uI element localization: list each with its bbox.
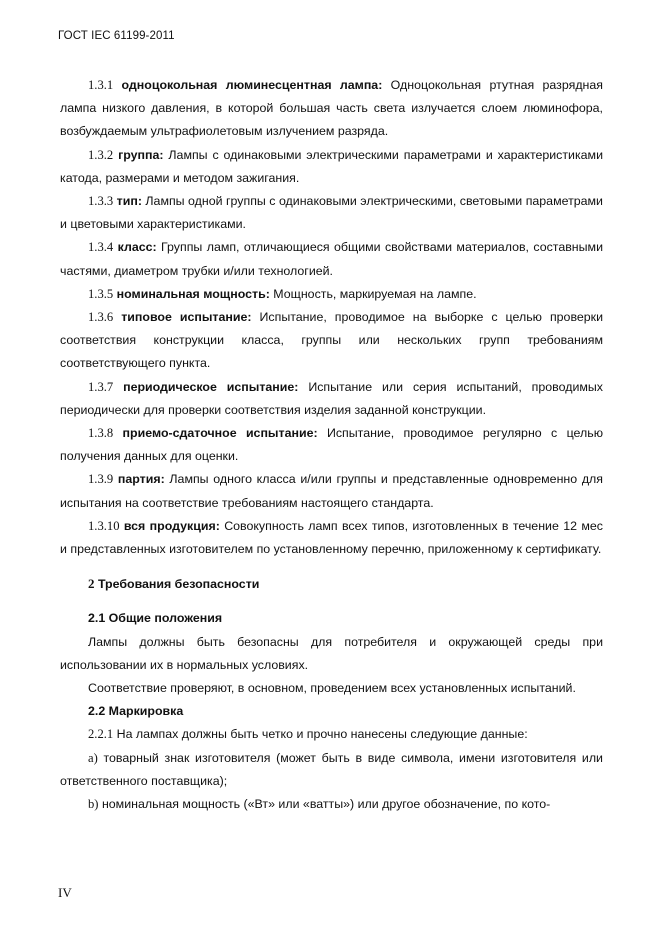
clause-number: 2.2.1 [88,727,114,742]
definition-text: Совокупность ламп всех типов, изготовленных в течение 12 мес и представленных изготовителем по установленному перечню, приложенному к сертификату. [60,518,603,557]
list-item-a [60,747,603,793]
definition-text: Одноцокольная ртутная разрядная лампа низкого давления, в которой большая часть света излучается слоем люминофора, возбуждаемым ультрафиолетовым излучением разряда. [60,78,603,139]
list-label: b) [88,797,99,812]
definition-number: 1.3.1 [88,78,114,92]
definition-item [60,515,603,561]
list-label: a) [88,750,98,765]
definition-text: Лампы одной группы с одинаковыми электрическими, световыми параметрами и цветовыми характеристиками. [60,194,603,232]
definition-number: 1.3.9 [88,472,114,487]
definition-number: 1.3.5 [88,286,114,301]
document-header: ГОСТ IEC 61199-2011 [58,30,175,42]
definition-term: партия: [117,472,165,487]
definition-term: вся продукция: [123,518,220,533]
definition-item [60,422,603,468]
definition-text: Испытание, проводимое регулярно с целью получения данных для оценки. [60,426,603,464]
definition-term: типовое испытание: [121,310,252,325]
definition-term: группа: [118,147,164,162]
definition-item [60,376,603,422]
page-content [60,74,603,816]
definition-number: 1.3.6 [88,310,114,325]
definition-number: 1.3.4 [88,240,114,255]
definition-term: тип: [116,194,142,209]
definition-text: Группы ламп, отличающиеся общими свойствами материалов, составными частями, диаметром трубки и/или технологией. [60,240,603,278]
definition-text: Мощность, маркируемая на лампе. [273,286,477,301]
list-text: номинальная мощность («Вт» или «ватты») или другое обозначение, по кото- [101,797,551,812]
definition-text: Лампы с одинаковыми электрическими параметрами и характеристиками катода, размерами и методом зажигания. [60,147,603,185]
definition-item [60,306,603,376]
definition-item [60,468,603,514]
definition-item [60,74,603,144]
definition-number: 1.3.7 [88,379,114,394]
definition-term: приемо-сдаточное испытание: [122,426,318,441]
definition-item [60,144,603,190]
section-title: Требования безопасности [97,577,260,592]
section-heading [60,572,603,596]
paragraph: Лампы должны быть безопасны для потребителя и окружающей среды при использовании их в нормальных условиях. [60,634,603,672]
definition-item [60,283,603,306]
clause-text: На лампах должны быть четко и прочно нанесены следующие данные: [116,727,528,742]
definition-number: 1.3.8 [88,426,114,441]
page-number: IV [58,885,72,900]
definition-item [60,236,603,282]
definitions-list [60,74,603,561]
definition-term: класс: [117,240,157,255]
definition-text: Испытание или серия испытаний, проводимых периодически для проверки соответствия изделия заданной конструкции. [60,379,603,417]
subsection-heading-marking: 2.2 Маркировка [88,704,184,719]
definition-item [60,190,603,236]
definition-number: 1.3.10 [88,518,120,533]
list-text: товарный знак изготовителя (может быть в виде символа, имени изготовителя или ответственного поставщика); [60,750,603,788]
definition-number: 1.3.3 [88,194,114,209]
definition-term: одноцокольная люминесцентная лампа: [121,78,383,92]
paragraph: Соответствие проверяют, в основном, проведением всех установленных испытаний. [88,681,576,696]
definition-term: периодическое испытание: [123,379,299,394]
section-number: 2 [88,576,95,592]
definition-term: номинальная мощность: [116,286,270,301]
definition-number: 1.3.2 [88,147,114,162]
list-item-b [60,793,603,816]
subsection-heading-general: 2.1 Общие положения [88,611,223,626]
clause-2-2-1 [60,723,603,746]
definition-text: Лампы одного класса и/или группы и представленные одновременно для испытания на соответствие требованиям настоящего стандарта. [60,472,604,510]
definition-text: Испытание, проводимое на выборке с целью проверки соответствия конструкции класса, группы или нескольких групп требованиям соответствующего пункта. [60,310,604,371]
